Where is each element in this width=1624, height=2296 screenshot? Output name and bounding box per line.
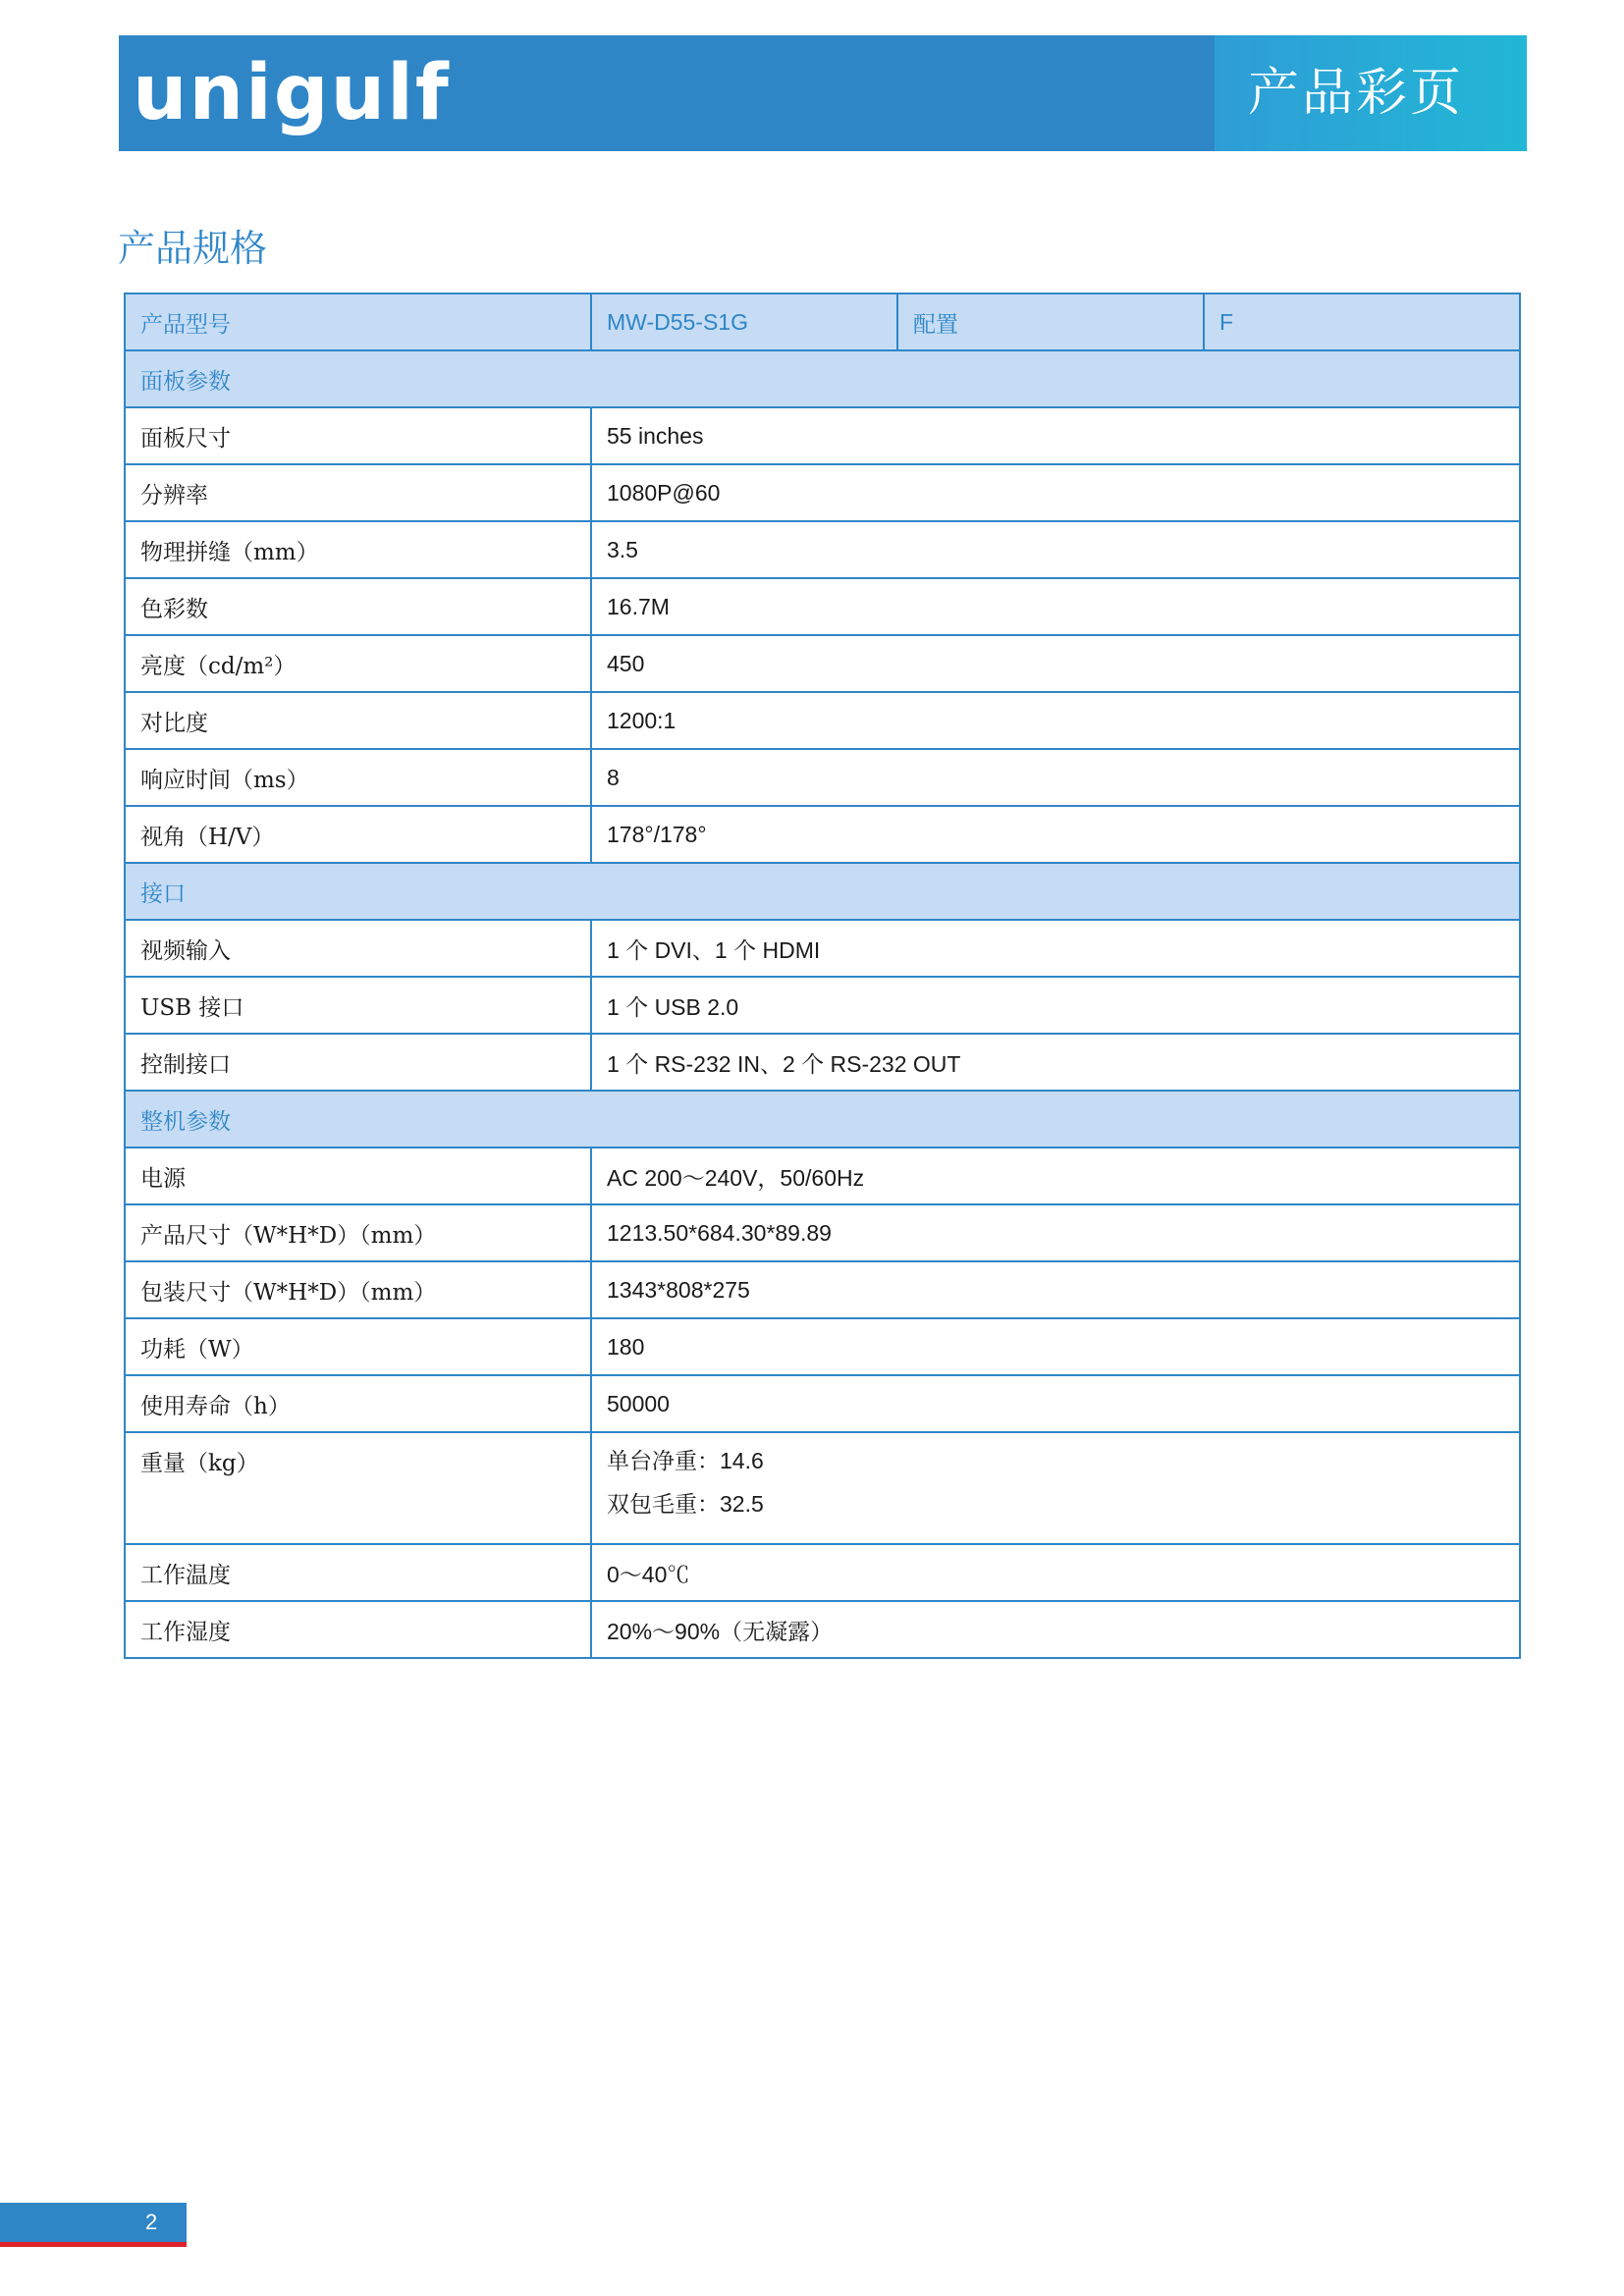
row-value: 3.5 (591, 521, 1520, 578)
section-row-panel (125, 350, 1520, 407)
row-label: 控制接口 (125, 1034, 591, 1091)
section-title: 产品规格 (118, 227, 268, 270)
row-value: 1 个 USB 2.0 (591, 977, 1520, 1034)
row-value: 8 (591, 749, 1520, 806)
table-row (125, 635, 1520, 692)
row-value: 0～40℃ (591, 1544, 1520, 1601)
row-label: 产品尺寸（W*H*D）（mm） (125, 1204, 591, 1261)
model-label: 产品型号 (125, 294, 591, 350)
row-value: 55 inches (591, 407, 1520, 464)
section-heading: 整机参数 (125, 1091, 1520, 1148)
row-value: 178°/178° (591, 806, 1520, 863)
row-label: USB 接口 (125, 977, 591, 1034)
row-value: 1 个 DVI、1 个 HDMI (591, 920, 1520, 977)
table-row (125, 407, 1520, 464)
section-row-interfaces (125, 863, 1520, 920)
row-label: 物理拼缝（mm） (125, 521, 591, 578)
table-row (125, 1318, 1520, 1375)
net-weight: 单台净重：14.6 (607, 1448, 764, 1473)
section-heading: 面板参数 (125, 350, 1520, 407)
row-label: 对比度 (125, 692, 591, 749)
row-value: 1 个 RS-232 IN、2 个 RS-232 OUT (591, 1034, 1520, 1091)
row-label: 使用寿命（h） (125, 1375, 591, 1432)
footer-accent-line (0, 2242, 187, 2247)
table-row (125, 464, 1520, 521)
row-value: 450 (591, 635, 1520, 692)
table-header-row (125, 294, 1520, 350)
section-row-system (125, 1091, 1520, 1148)
row-label: 功耗（W） (125, 1318, 591, 1375)
table-row (125, 1601, 1520, 1658)
row-label: 包装尺寸（W*H*D）（mm） (125, 1261, 591, 1318)
table-row (125, 521, 1520, 578)
table-row (125, 578, 1520, 635)
page-header (119, 35, 1527, 151)
header-title-panel (1215, 35, 1527, 151)
row-value: 1200:1 (591, 692, 1520, 749)
table-row (125, 806, 1520, 863)
brand-logo: unigulf (133, 49, 451, 137)
model-value: MW-D55-S1G (591, 294, 897, 350)
section-heading: 接口 (125, 863, 1520, 920)
row-label: 响应时间（ms） (125, 749, 591, 806)
config-value: F (1204, 294, 1520, 350)
table-row-weight (125, 1432, 1520, 1544)
table-row (125, 1261, 1520, 1318)
table-row (125, 977, 1520, 1034)
row-value: 180 (591, 1318, 1520, 1375)
table-row (125, 1204, 1520, 1261)
table-row (125, 1375, 1520, 1432)
row-label: 工作湿度 (125, 1601, 591, 1658)
row-value: AC 200～240V，50/60Hz (591, 1148, 1520, 1204)
row-value: 1080P@60 (591, 464, 1520, 521)
table-row (125, 1544, 1520, 1601)
row-label: 色彩数 (125, 578, 591, 635)
row-label: 面板尺寸 (125, 407, 591, 464)
gross-weight: 双包毛重：32.5 (607, 1491, 764, 1517)
table-row (125, 749, 1520, 806)
row-value: 16.7M (591, 578, 1520, 635)
row-label: 工作温度 (125, 1544, 591, 1601)
config-label: 配置 (897, 294, 1204, 350)
row-label: 视频输入 (125, 920, 591, 977)
spec-table (124, 293, 1521, 1659)
row-label: 电源 (125, 1148, 591, 1204)
row-value: 1343*808*275 (591, 1261, 1520, 1318)
row-value: 1213.50*684.30*89.89 (591, 1204, 1520, 1261)
row-label: 重量（kg） (125, 1432, 591, 1544)
row-value: 20%～90%（无凝露） (591, 1601, 1520, 1658)
footer-bar (0, 2203, 187, 2242)
row-label: 分辨率 (125, 464, 591, 521)
row-value: 50000 (591, 1375, 1520, 1432)
table-row (125, 692, 1520, 749)
table-row (125, 920, 1520, 977)
row-label: 视角（H/V） (125, 806, 591, 863)
row-label: 亮度（cd/m²） (125, 635, 591, 692)
table-row (125, 1148, 1520, 1204)
weight-values (591, 1432, 1520, 1544)
page-number: 2 (145, 2210, 158, 2234)
header-title: 产品彩页 (1247, 64, 1464, 123)
table-row (125, 1034, 1520, 1091)
